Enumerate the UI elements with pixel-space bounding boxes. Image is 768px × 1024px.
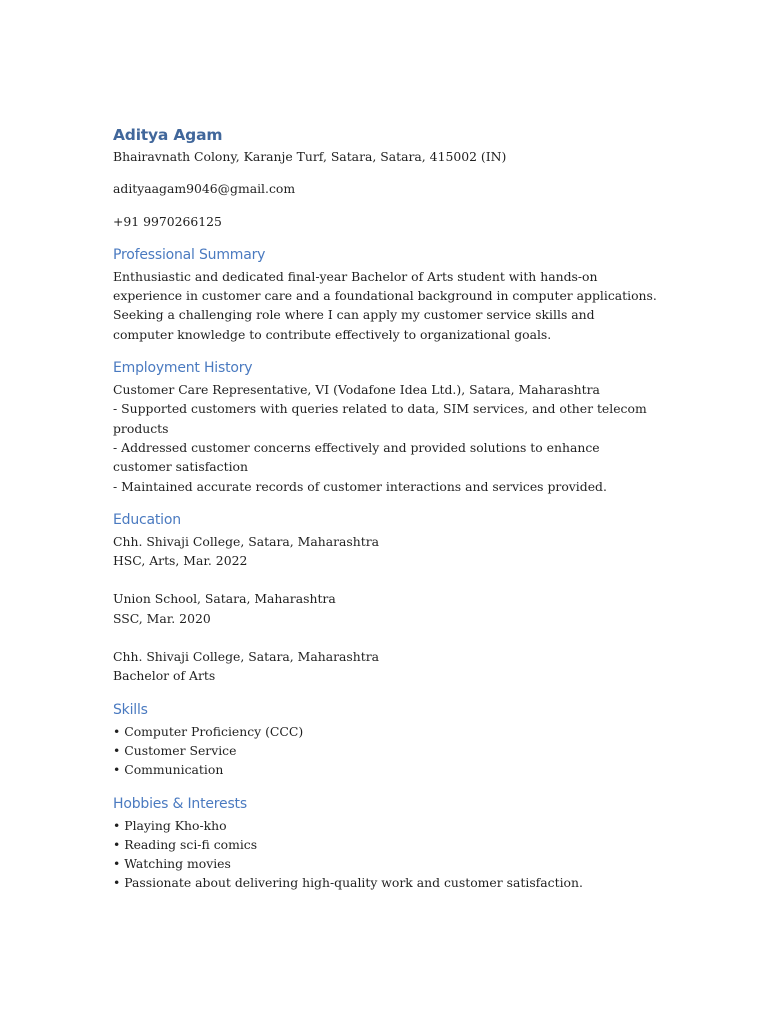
resume-header — [113, 125, 658, 231]
education-section — [113, 510, 658, 686]
summary-heading: Professional Summary — [113, 246, 266, 263]
resume-page — [113, 125, 658, 893]
education-detail: HSC, Arts, Mar. 2022 — [113, 553, 248, 569]
employment-point: - Addressed customer concerns effectively and provided solutions to enhance customer satisfaction — [113, 439, 600, 475]
employment-point: - Supported customers with queries related to data, SIM services, and other telecom products — [113, 401, 647, 436]
email: adityaagam9046@gmail.com — [113, 181, 296, 197]
hobbies-section — [113, 794, 658, 893]
skill-item: • Communication — [113, 762, 224, 778]
education-heading: Education — [113, 511, 181, 528]
hobby-item: • Reading sci-fi comics — [113, 836, 258, 852]
education-detail: SSC, Mar. 2020 — [113, 610, 211, 626]
employment-heading: Employment History — [113, 360, 253, 377]
summary-section — [113, 245, 658, 344]
education-entry — [113, 647, 658, 686]
education-entry — [113, 532, 658, 571]
skill-item: • Customer Service — [113, 742, 237, 758]
address: Bhairavnath Colony, Karanje Turf, Satara, Satara, 415002 (IN) — [113, 149, 507, 164]
employment-title: Customer Care Representative, VI (Vodafone Idea Ltd.), Satara, Maharashtra — [113, 382, 600, 398]
employment-point: - Maintained accurate records of customer interactions and services provided. — [113, 478, 607, 494]
education-entry — [113, 589, 658, 628]
hobby-item: • Playing Kho-kho — [113, 817, 227, 833]
education-institution: Chh. Shivaji College, Satara, Maharashtra — [113, 649, 380, 665]
candidate-name: Aditya Agam — [113, 126, 223, 144]
education-institution: Chh. Shivaji College, Satara, Maharashtra — [113, 533, 380, 549]
summary-text: Enthusiastic and dedicated final-year Bachelor of Arts student with hands-on experience in customer care and a foundational background in computer applications. Seeking a challenging role where I can apply my customer service skills and computer knowledge to contribute effectively to organizational goals. — [113, 268, 657, 342]
phone: +91 9970266125 — [113, 213, 222, 229]
skills-heading: Skills — [113, 701, 148, 718]
hobby-item: • Watching movies — [113, 856, 231, 872]
hobby-item: • Passionate about delivering high-quality work and customer satisfaction. — [113, 875, 583, 891]
education-institution: Union School, Satara, Maharashtra — [113, 591, 336, 607]
employment-section — [113, 358, 658, 496]
hobbies-heading: Hobbies & Interests — [113, 795, 247, 812]
education-detail: Bachelor of Arts — [113, 668, 216, 684]
skills-section — [113, 700, 658, 780]
skill-item: • Computer Proficiency (CCC) — [113, 723, 304, 739]
